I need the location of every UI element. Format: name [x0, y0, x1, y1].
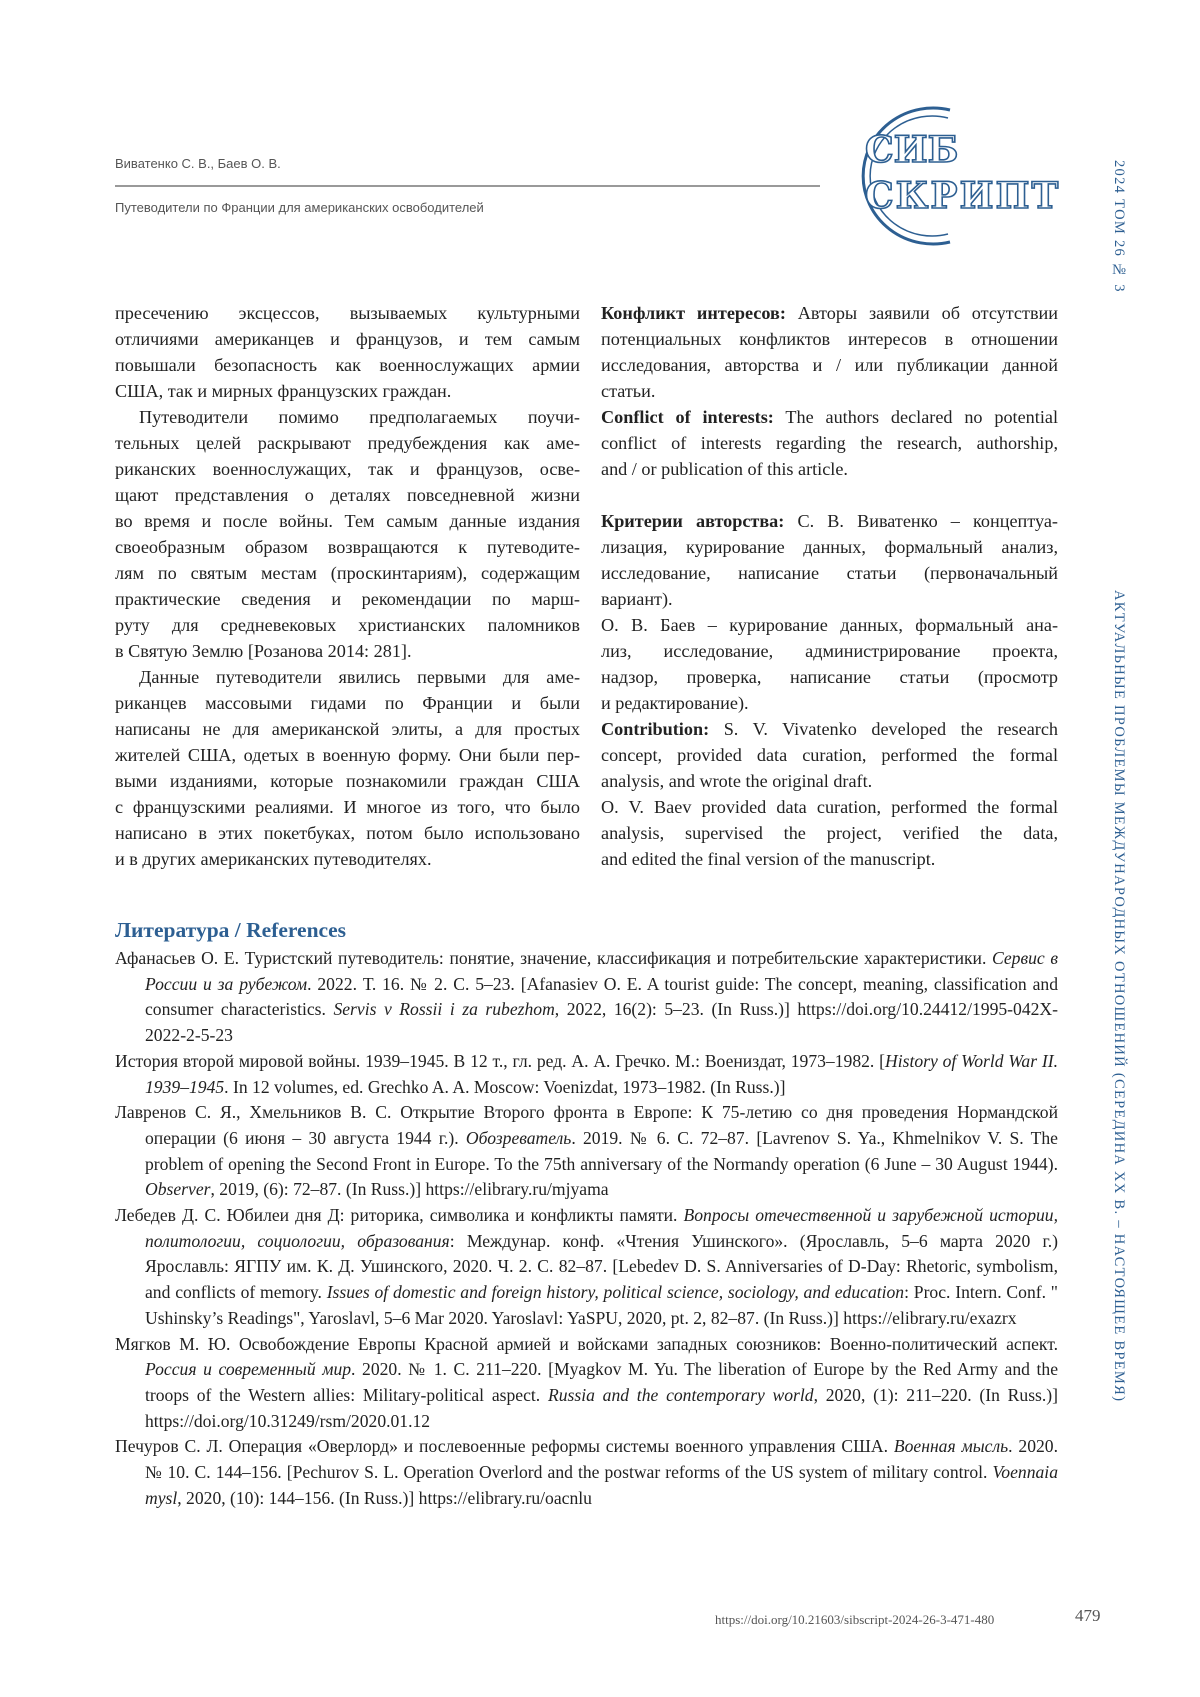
reference-segment: History of World War II. 1939–1945	[145, 1051, 1058, 1097]
reference-segment: . 2022. Т. 16. № 2. С. 5–23. [Afanasiev O. E. A tourist guide: The concept, meaning, classification and consumer characteristics.	[145, 974, 1058, 1020]
lead-label: Contribution:	[601, 719, 709, 739]
text-line	[601, 300, 1058, 326]
reference-segment: Russia and the contemporary world	[548, 1385, 814, 1405]
text-line	[601, 352, 1058, 378]
text-line	[601, 846, 1058, 872]
reference-segment: , 2019, (6): 72–87. (In Russ.)] https://elibrary.ru/mjyama	[210, 1179, 608, 1199]
line-text: О. В. Баев – курирование данных, формальный ана-	[601, 615, 1058, 635]
reference-segment: , 2022, 16(2): 5–23. (In Russ.)] https://doi.org/10.24412/1995-042X-2022-2-5-23	[145, 999, 1058, 1045]
text-line: своеобразным образом возвращаются к путеводите-	[115, 534, 580, 560]
text-line: лям по святым местам (проскинтариям), содержащим	[115, 560, 580, 586]
reference-segment: Лебедев Д. С. Юбилеи дня Д: риторика, символика и конфликты памяти.	[115, 1205, 684, 1225]
text-line	[601, 794, 1058, 820]
reference-item	[115, 1100, 1058, 1203]
text-line	[601, 612, 1058, 638]
text-line: выми изданиями, которые познакомили граждан США	[115, 768, 580, 794]
reference-segment: Сервис в России и за рубежом	[145, 948, 1058, 994]
running-authors: Виватенко С. В., Баев О. В.	[115, 156, 281, 171]
text-line	[601, 508, 1058, 534]
line-text: The authors declared no potential	[774, 407, 1058, 427]
logo-line2: СКРИПТ	[865, 175, 1060, 217]
line-text: analysis, supervised the project, verified the data,	[601, 823, 1058, 843]
line-text: O. V. Baev provided data curation, performed the formal	[601, 797, 1058, 817]
text-line: жителей США, одетых в военную форму. Они были пер-	[115, 742, 580, 768]
line-text: вариант).	[601, 589, 673, 609]
line-text: лиз, исследование, администрирование проекта,	[601, 641, 1058, 661]
body-right-column	[601, 300, 1058, 872]
line-text: статьи.	[601, 381, 655, 401]
reference-segment: Обозреватель	[466, 1128, 571, 1148]
text-line: США, так и мирных французских граждан.	[115, 378, 580, 404]
text-line	[601, 690, 1058, 716]
text-line	[601, 768, 1058, 794]
reference-item	[115, 1434, 1058, 1511]
reference-segment: Issues of domestic and foreign history, political science, sociology, and education	[327, 1282, 904, 1302]
journal-logo	[830, 100, 1070, 250]
reference-segment: Военная мысль	[894, 1436, 1008, 1456]
reference-segment: Servis v Rossii i za rubezhom	[333, 999, 554, 1019]
text-line	[601, 378, 1058, 404]
reference-item	[115, 1203, 1058, 1332]
reference-segment: : Proc. Intern. Conf. " Ushinsky’s Readings", Yaroslavl, 5–6 Mar 2020. Yaroslavl: YaSPU, 2020, pt. 2, 82–87. (In Russ.)] https://elibrary.ru/exazrx	[145, 1282, 1058, 1328]
reference-segment: Вопросы отечественной и зарубежной истории, политологии, социологии, образования	[145, 1205, 1058, 1251]
text-line: риканцев массовыми гидами по Франции и были	[115, 690, 580, 716]
text-line	[601, 638, 1058, 664]
text-line: отличиями американцев и французов, и тем самым	[115, 326, 580, 352]
reference-segment: , 2020, (10): 144–156. (In Russ.)] https://elibrary.ru/oacnlu	[177, 1488, 592, 1508]
line-text: S. V. Vivatenko developed the research	[709, 719, 1058, 739]
lead-label: Конфликт интересов:	[601, 303, 786, 323]
body-left-column	[115, 300, 580, 872]
reference-segment: : Междунар. конф. «Чтения Ушинского». (Ярославль, 5–6 марта 2020 г.) Ярославль: ЯГПУ им. К. Д. Ушинского, 2020. Ч. 2. С. 82–87. [Lebedev D. S. Anniversaries of D-Day: Rhetoric, symbolism, and conflicts of memory.	[145, 1231, 1058, 1302]
text-line	[601, 560, 1058, 586]
reference-segment: Мягков М. Ю. Освобождение Европы Красной армией и войсками западных союзников: Военно-политический аспект.	[115, 1334, 1058, 1354]
line-text: исследования, авторства и / или публикации данной	[601, 355, 1058, 375]
text-line	[601, 820, 1058, 846]
text-line: щают представления о деталях повседневной жизни	[115, 482, 580, 508]
reference-item	[115, 1049, 1058, 1100]
text-line	[601, 664, 1058, 690]
reference-item	[115, 946, 1058, 1049]
reference-segment: . 2019. № 6. С. 72–87. [Lavrenov S. Ya., Khmelnikov V. S. The problem of opening the Second Front in Europe. To the 75th anniversary of the Normandy operation (6 June – 30 August 1944).	[145, 1128, 1058, 1174]
reference-segment: Печуров С. Л. Операция «Оверлорд» и послевоенные реформы системы военного управления США.	[115, 1436, 894, 1456]
text-line: Данные путеводители явились первыми для аме-	[115, 664, 580, 690]
text-line	[601, 742, 1058, 768]
text-line: практические сведения и рекомендации по марш-	[115, 586, 580, 612]
line-text: Авторы заявили об отсутствии	[786, 303, 1058, 323]
line-text: conflict of interests regarding the research, authorship,	[601, 433, 1058, 453]
reference-segment: Афанасьев О. Е. Туристский путеводитель: понятие, значение, классификация и потребительские характеристики.	[115, 948, 992, 968]
text-line	[601, 326, 1058, 352]
reference-segment: . In 12 volumes, ed. Grechko A. A. Moscow: Voenizdat, 1973–1982. (In Russ.)]	[224, 1077, 785, 1097]
reference-segment: Voennaia mysl	[145, 1462, 1058, 1508]
references-list	[115, 946, 1058, 1511]
text-line: и в других американских путеводителях.	[115, 846, 580, 872]
text-line	[601, 586, 1058, 612]
text-line: риканских военнослужащих, так и французов, осве-	[115, 456, 580, 482]
reference-segment: Россия и современный мир	[145, 1359, 351, 1379]
text-line: с французскими реалиями. И многое из того, что было	[115, 794, 580, 820]
running-title: Путеводители по Франции для американских освободителей	[115, 200, 484, 215]
line-text: лизация, курирование данных, формальный анализ,	[601, 537, 1058, 557]
text-line: руту для средневековых христианских паломников	[115, 612, 580, 638]
text-line: пресечению эксцессов, вызываемых культурными	[115, 300, 580, 326]
references-heading: Литература / References	[115, 918, 346, 943]
text-line	[601, 430, 1058, 456]
text-line	[601, 456, 1058, 482]
series-title: АКТУАЛЬНЫЕ ПРОБЛЕМЫ МЕЖДУНАРОДНЫХ ОТНОШЕНИЙ (СЕРЕДИНА XX В. – НАСТОЯЩЕЕ ВРЕМЯ)	[1110, 590, 1127, 1402]
reference-segment: Observer	[145, 1179, 210, 1199]
text-line: в Святую Землю [Розанова 2014: 281].	[115, 638, 580, 664]
line-text: надзор, проверка, написание статьи (просмотр	[601, 667, 1058, 687]
volume-label: 2024 ТОМ 26 № 3	[1110, 160, 1127, 293]
line-text: analysis, and wrote the original draft.	[601, 771, 872, 791]
line-text: исследование, написание статьи (первоначальный	[601, 563, 1058, 583]
header-divider	[115, 185, 820, 187]
reference-item	[115, 1332, 1058, 1435]
reference-segment: . 2020. № 10. С. 144–156. [Pechurov S. L. Operation Overlord and the postwar reforms of the US system of military control.	[145, 1436, 1058, 1482]
footer-doi[interactable]: https://doi.org/10.21603/sibscript-2024-26-3-471-480	[715, 1612, 994, 1628]
reference-segment: Лавренов С. Я., Хмельников В. С. Открытие Второго фронта в Европе: К 75-летию со дня проведения Нормандской операции (6 июня – 30 августа 1944 г.).	[115, 1102, 1058, 1148]
line-text: потенциальных конфликтов интересов в отношении	[601, 329, 1058, 349]
text-line: написано в этих покетбуках, потом было использовано	[115, 820, 580, 846]
reference-segment: История второй мировой войны. 1939–1945. В 12 т., гл. ред. А. А. Гречко. М.: Воениздат, 1973–1982. [	[115, 1051, 885, 1071]
text-line	[601, 404, 1058, 430]
text-line: Путеводители помимо предполагаемых поучи-	[115, 404, 580, 430]
page-number: 479	[1075, 1606, 1101, 1626]
lead-label: Критерии авторства:	[601, 511, 784, 531]
line-text: С. В. Виватенко – концептуа-	[784, 511, 1058, 531]
line-text: и редактирование).	[601, 693, 749, 713]
lead-label: Conflict of interests:	[601, 407, 774, 427]
text-line: повышали безопасность как военнослужащих армии	[115, 352, 580, 378]
text-line	[601, 716, 1058, 742]
reference-segment: . 2020. № 1. С. 211–220. [Myagkov M. Yu. The liberation of Europe by the Red Army and the troops of the Western allies: Military-political aspect.	[145, 1359, 1058, 1405]
logo-line1: СИБ	[865, 129, 958, 171]
reference-segment: , 2020, (1): 211–220. (In Russ.)] https://doi.org/10.31249/rsm/2020.01.12	[145, 1385, 1058, 1431]
text-line: написаны не для американской элиты, а для простых	[115, 716, 580, 742]
line-text: and / or publication of this article.	[601, 459, 848, 479]
line-text: and edited the final version of the manuscript.	[601, 849, 935, 869]
paragraph-gap	[601, 482, 1058, 508]
text-line	[601, 534, 1058, 560]
line-text: concept, provided data curation, performed the formal	[601, 745, 1058, 765]
text-line: во время и после войны. Тем самым данные издания	[115, 508, 580, 534]
text-line: тельных целей раскрывают предубеждения как аме-	[115, 430, 580, 456]
